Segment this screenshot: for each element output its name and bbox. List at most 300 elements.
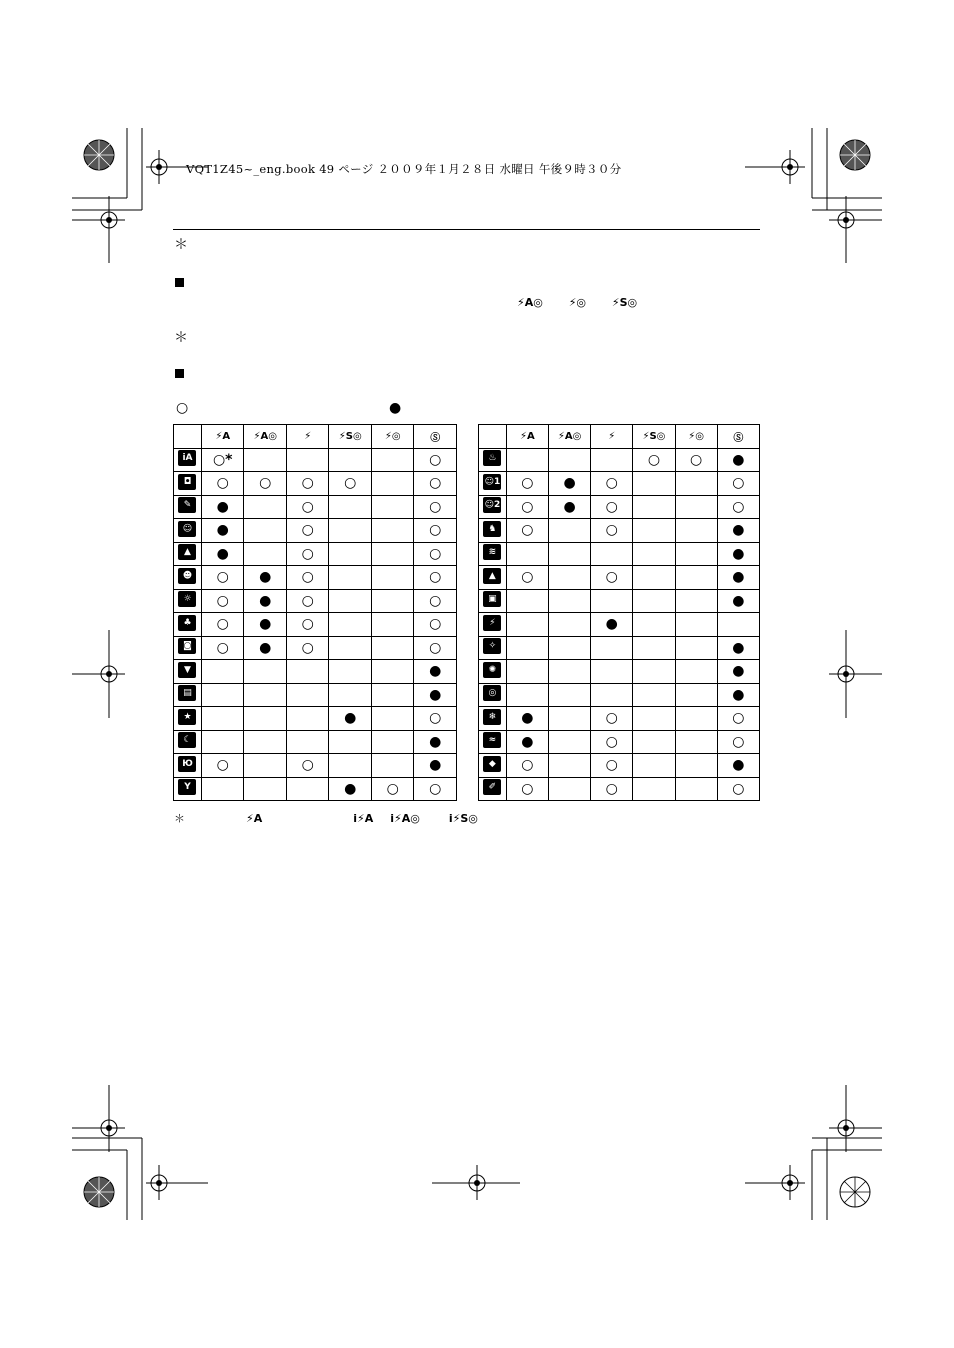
table-row	[479, 566, 760, 590]
flash-availability-mark: ○	[429, 639, 442, 656]
flash-cell	[548, 589, 590, 613]
flash-availability-mark: ○*	[212, 451, 233, 468]
flash-availability-mark: ○	[216, 639, 229, 656]
flash-availability-mark: ●	[732, 663, 745, 680]
table-row	[479, 472, 760, 496]
mode-cell	[174, 613, 202, 637]
sports-icon: ▤	[178, 685, 196, 701]
scenery-icon: ▲	[178, 544, 196, 560]
flash-availability-mark: ○	[216, 592, 229, 609]
flash-cell	[286, 495, 329, 519]
flash-cell	[329, 754, 372, 778]
flash-cell	[675, 472, 717, 496]
flash-availability-mark: ●	[732, 639, 745, 656]
flash-cell	[506, 519, 548, 543]
table-row	[479, 448, 760, 472]
flash-cell	[286, 660, 329, 684]
flash-cell	[548, 495, 590, 519]
flash-cell	[717, 636, 759, 660]
flash-availability-mark: ●	[216, 545, 229, 562]
table-row	[174, 519, 457, 543]
flash-cell	[548, 683, 590, 707]
mode-cell	[174, 660, 202, 684]
flash-cell	[675, 730, 717, 754]
flash-cell	[591, 519, 633, 543]
flash-cell	[201, 777, 244, 801]
mode-cell	[479, 495, 507, 519]
table-row	[479, 636, 760, 660]
flash-cell	[244, 683, 287, 707]
flash-cell	[201, 707, 244, 731]
flash-cell	[633, 777, 675, 801]
flash-cell	[329, 472, 372, 496]
flash-availability-mark: ●	[605, 616, 618, 633]
flash-cell	[548, 519, 590, 543]
flash-availability-mark: ●	[732, 569, 745, 586]
legend-available: ○	[176, 400, 189, 416]
flash-cell	[414, 777, 457, 801]
flash-cell	[717, 683, 759, 707]
flash-cell	[591, 448, 633, 472]
flash-cell	[201, 519, 244, 543]
mode-cell	[174, 636, 202, 660]
flash-cell	[548, 777, 590, 801]
pin-hole-icon: ◆	[483, 756, 501, 772]
flash-cell	[329, 448, 372, 472]
flash-availability-mark: ●	[429, 757, 442, 774]
flash-cell	[506, 613, 548, 637]
flash-cell	[414, 707, 457, 731]
flash-cell	[633, 448, 675, 472]
flash-cell	[717, 777, 759, 801]
my-scene-icon: ✎	[178, 497, 196, 513]
flash-cell	[414, 730, 457, 754]
flash-availability-mark: ○	[605, 475, 618, 492]
flash-cell	[633, 707, 675, 731]
flash-slow-redeye-icon: ⚡S◎	[611, 296, 638, 309]
flash-cell	[548, 448, 590, 472]
mode-cell	[479, 566, 507, 590]
flash-cell	[371, 542, 414, 566]
flash-cell	[591, 495, 633, 519]
col-header: ⚡A	[506, 425, 548, 449]
flash-availability-mark: ○	[301, 592, 314, 609]
flash-cell	[506, 636, 548, 660]
mode-cell	[174, 495, 202, 519]
flash-auto-icon: ⚡A	[246, 812, 263, 825]
flash-cell	[414, 683, 457, 707]
flash-cell	[414, 636, 457, 660]
flash-cell	[675, 589, 717, 613]
night-portrait-icon: ★	[178, 709, 196, 725]
flash-cell	[506, 495, 548, 519]
flash-cell	[506, 754, 548, 778]
flash-cell	[506, 448, 548, 472]
flash-cell	[414, 519, 457, 543]
flash-availability-mark: ●	[521, 710, 534, 727]
flash-cell	[286, 448, 329, 472]
flash-cell	[201, 542, 244, 566]
flash-availability-mark: ●	[521, 733, 534, 750]
flash-cell	[329, 636, 372, 660]
flash-cell	[414, 448, 457, 472]
flash-cell	[414, 542, 457, 566]
mode-cell	[174, 448, 202, 472]
flash-cell	[244, 566, 287, 590]
mode-cell	[174, 589, 202, 613]
flash-cell	[717, 448, 759, 472]
flash-availability-mark: ○	[216, 616, 229, 633]
flash-availability-mark: ○	[690, 451, 703, 468]
portrait-icon: ☺	[178, 521, 196, 537]
baby1-icon: ☺1	[483, 474, 501, 490]
flash-cell	[371, 495, 414, 519]
flash-cell	[506, 777, 548, 801]
flash-cell	[371, 707, 414, 731]
section-bullet-2	[175, 369, 184, 378]
table-row	[479, 754, 760, 778]
flash-cell	[201, 683, 244, 707]
mode-cell	[479, 448, 507, 472]
flash-cell	[371, 448, 414, 472]
flash-availability-mark: ●	[216, 498, 229, 515]
flash-availability-mark: ○	[605, 498, 618, 515]
flash-availability-mark: ○	[732, 780, 745, 797]
flash-availability-mark: ●	[259, 592, 272, 609]
flash-cell	[244, 660, 287, 684]
high-sensitivity-icon: ▲	[483, 568, 501, 584]
flash-cell	[548, 636, 590, 660]
fireworks-icon: ✺	[483, 662, 501, 678]
flash-cell	[675, 777, 717, 801]
baby2-icon: ☺2	[483, 497, 501, 513]
flash-cell	[371, 613, 414, 637]
table-row	[174, 613, 457, 637]
candle-light-icon: ♨	[483, 450, 501, 466]
flash-cell	[717, 707, 759, 731]
left-flash-table	[173, 424, 457, 801]
table-row	[174, 566, 457, 590]
table-row	[479, 589, 760, 613]
flash-cell	[633, 542, 675, 566]
flash-availability-mark: ○	[732, 498, 745, 515]
pet-icon: ♞	[483, 521, 501, 537]
section-bullet-1	[175, 278, 184, 287]
flash-cell	[371, 777, 414, 801]
flash-availability-mark: ○	[301, 545, 314, 562]
flash-cell	[591, 542, 633, 566]
flash-availability-mark: ○	[521, 498, 534, 515]
flash-cell	[675, 613, 717, 637]
flash-availability-mark: ○	[605, 757, 618, 774]
flash-cell	[633, 589, 675, 613]
table-row	[174, 730, 457, 754]
flash-availability-mark: ○	[521, 569, 534, 586]
flash-cell	[506, 542, 548, 566]
mode-cell	[479, 472, 507, 496]
flash-burst-icon: ⚡	[483, 615, 501, 631]
flash-availability-mark: ○	[647, 451, 661, 468]
flash-cell	[244, 636, 287, 660]
flash-availability-mark: ○	[301, 475, 314, 492]
table-row	[174, 495, 457, 519]
snow-icon: ❄	[483, 709, 501, 725]
flash-cell	[201, 636, 244, 660]
flash-cell	[591, 472, 633, 496]
mode-cell	[479, 730, 507, 754]
flash-availability-mark: ●	[563, 475, 576, 492]
flash-availability-mark: ●	[429, 663, 442, 680]
col-header: Ⓢ	[414, 425, 457, 449]
mode-cell	[479, 519, 507, 543]
flash-availability-mark: ○	[301, 757, 314, 774]
table-row	[174, 472, 457, 496]
flash-cell	[244, 472, 287, 496]
flash-availability-mark: ●	[732, 451, 745, 468]
sunset-icon: ≋	[483, 544, 501, 560]
flash-cell	[286, 707, 329, 731]
col-header: ⚡S◎	[633, 425, 675, 449]
flash-cell	[591, 566, 633, 590]
flash-cell	[414, 660, 457, 684]
flash-cell	[286, 613, 329, 637]
corner-header	[479, 425, 507, 449]
table-row	[174, 542, 457, 566]
flash-cell	[329, 707, 372, 731]
flash-cell	[591, 613, 633, 637]
flash-availability-mark: ●	[732, 686, 745, 703]
flash-cell	[675, 660, 717, 684]
flash-cell	[244, 613, 287, 637]
mode-cell	[479, 636, 507, 660]
table-row	[174, 448, 457, 472]
flash-cell	[548, 707, 590, 731]
flash-cell	[244, 448, 287, 472]
flash-cell	[548, 566, 590, 590]
intelligent-auto-icon: iA	[178, 450, 196, 466]
flash-cell	[286, 519, 329, 543]
flash-availability-mark: ○	[301, 522, 314, 539]
flash-cell	[414, 613, 457, 637]
flash-availability-mark: ○	[429, 616, 442, 633]
flash-cell	[329, 589, 372, 613]
flash-cell	[717, 495, 759, 519]
mode-cell	[174, 730, 202, 754]
header-rule	[173, 229, 760, 230]
flash-cell	[548, 754, 590, 778]
col-header: ⚡◎	[371, 425, 414, 449]
flash-cell	[633, 636, 675, 660]
flash-cell	[201, 589, 244, 613]
col-header: ⚡	[591, 425, 633, 449]
flash-availability-mark: ○	[429, 592, 442, 609]
flash-cell	[371, 683, 414, 707]
aerial-photo-icon: ≈	[483, 732, 501, 748]
flash-cell	[329, 542, 372, 566]
mode-cell	[479, 683, 507, 707]
right-flash-table	[478, 424, 760, 801]
flash-availability-mark: ○	[259, 475, 272, 492]
flash-cell	[506, 566, 548, 590]
photo-frame-icon: ✐	[483, 779, 501, 795]
flash-cell	[675, 448, 717, 472]
flash-availability-mark: ○	[429, 710, 442, 727]
soft-skin-icon: ☻	[178, 568, 196, 584]
flash-availability-mark: ●	[732, 592, 745, 609]
flash-cell	[548, 613, 590, 637]
flash-cell	[201, 472, 244, 496]
flash-availability-mark: ○	[521, 475, 534, 492]
legend-default: ●	[389, 400, 402, 416]
flash-cell	[244, 707, 287, 731]
table-row	[479, 495, 760, 519]
flash-cell	[371, 472, 414, 496]
flash-availability-mark: ○	[301, 616, 314, 633]
flash-cell	[633, 495, 675, 519]
asterisk-note-1: ＊	[174, 237, 188, 253]
col-header: ⚡A◎	[244, 425, 287, 449]
flash-cell	[506, 683, 548, 707]
footnote-star: ＊	[174, 812, 185, 825]
col-header: ⚡A◎	[548, 425, 590, 449]
table-row	[174, 636, 457, 660]
flash-cell	[506, 589, 548, 613]
flash-cell	[414, 566, 457, 590]
table-row	[479, 683, 760, 707]
asterisk-note-2: ＊	[174, 330, 188, 346]
table-row	[174, 754, 457, 778]
flash-cell	[717, 730, 759, 754]
flash-cell	[675, 636, 717, 660]
flash-cell	[591, 730, 633, 754]
flash-availability-mark: ○	[521, 522, 534, 539]
flash-cell	[633, 566, 675, 590]
flash-cell	[201, 566, 244, 590]
flash-cell	[506, 707, 548, 731]
flash-cell	[201, 730, 244, 754]
mode-cell	[479, 707, 507, 731]
i-flash-auto-icon: i⚡A	[353, 812, 374, 825]
flash-cell	[414, 495, 457, 519]
flash-cell	[371, 636, 414, 660]
table-row	[479, 707, 760, 731]
flash-cell	[201, 495, 244, 519]
mode-cell	[479, 660, 507, 684]
mode-cell	[479, 613, 507, 637]
flash-on-redeye-icon: ⚡◎	[568, 296, 587, 309]
flash-cell	[329, 519, 372, 543]
flash-availability-mark: ○	[429, 569, 442, 586]
self-portrait-icon: ♣	[178, 615, 196, 631]
flash-cell	[371, 660, 414, 684]
flash-cell	[244, 519, 287, 543]
flash-cell	[675, 683, 717, 707]
footnote	[174, 810, 478, 826]
col-header: ⚡S◎	[329, 425, 372, 449]
beach-icon: ◎	[483, 685, 501, 701]
flash-cell	[633, 754, 675, 778]
flash-availability-mark: ○	[429, 498, 442, 515]
mode-cell	[174, 472, 202, 496]
flash-availability-mark: ●	[732, 522, 745, 539]
flash-cell	[286, 730, 329, 754]
book-header: VQT1Z45~_eng.book 49 ページ ２００９年１月２８日 水曜日 午後９時３０分	[186, 162, 622, 176]
flash-availability-mark: ○	[429, 451, 442, 468]
flash-cell	[591, 589, 633, 613]
flash-cell	[286, 636, 329, 660]
flash-cell	[548, 660, 590, 684]
flash-cell	[244, 542, 287, 566]
mode-cell	[479, 542, 507, 566]
flash-cell	[506, 472, 548, 496]
mode-cell	[479, 589, 507, 613]
flash-cell	[414, 472, 457, 496]
flash-cell	[244, 730, 287, 754]
night-scenery-icon: ☾	[178, 732, 196, 748]
flash-cell	[286, 777, 329, 801]
flash-cell	[286, 566, 329, 590]
flash-cell	[591, 777, 633, 801]
flash-cell	[633, 613, 675, 637]
flash-cell	[244, 777, 287, 801]
mode-cell	[174, 542, 202, 566]
flash-cell	[329, 777, 372, 801]
flash-cell	[675, 542, 717, 566]
table-row	[479, 660, 760, 684]
col-header: ⚡A	[201, 425, 244, 449]
flash-cell	[548, 730, 590, 754]
flash-availability-mark: ●	[259, 639, 272, 656]
flash-availability-mark: ○	[605, 780, 618, 797]
flash-cell	[329, 495, 372, 519]
flash-cell	[591, 660, 633, 684]
flash-cell	[244, 754, 287, 778]
food-icon: Ю	[178, 756, 196, 772]
flash-cell	[286, 472, 329, 496]
flash-cell	[591, 636, 633, 660]
flash-icons-line	[517, 296, 659, 309]
flash-cell	[506, 660, 548, 684]
table-row	[479, 777, 760, 801]
flash-availability-mark: ●	[259, 569, 272, 586]
flash-availability-mark: ●	[216, 522, 229, 539]
flash-availability-mark: ○	[344, 475, 357, 492]
flash-cell	[201, 448, 244, 472]
mode-cell	[174, 519, 202, 543]
table-row	[479, 613, 760, 637]
starry-sky-icon: ✧	[483, 638, 501, 654]
flash-availability-mark: ●	[563, 498, 576, 515]
flash-availability-mark: ○	[216, 569, 229, 586]
flash-cell	[329, 683, 372, 707]
flash-availability-mark: ●	[732, 757, 745, 774]
mode-cell	[174, 683, 202, 707]
flash-cell	[329, 613, 372, 637]
table-row	[174, 683, 457, 707]
table-row	[479, 542, 760, 566]
flash-availability-mark: ○	[732, 710, 745, 727]
flash-availability-mark: ○	[216, 475, 229, 492]
panorama-icon: ▼	[178, 662, 196, 678]
flash-cell	[371, 589, 414, 613]
flash-cell	[717, 754, 759, 778]
table-row	[174, 777, 457, 801]
party-icon: Y	[178, 779, 196, 795]
mode-cell	[174, 566, 202, 590]
flash-cell	[414, 754, 457, 778]
flash-cell	[286, 589, 329, 613]
transform-icon: ☼	[178, 591, 196, 607]
